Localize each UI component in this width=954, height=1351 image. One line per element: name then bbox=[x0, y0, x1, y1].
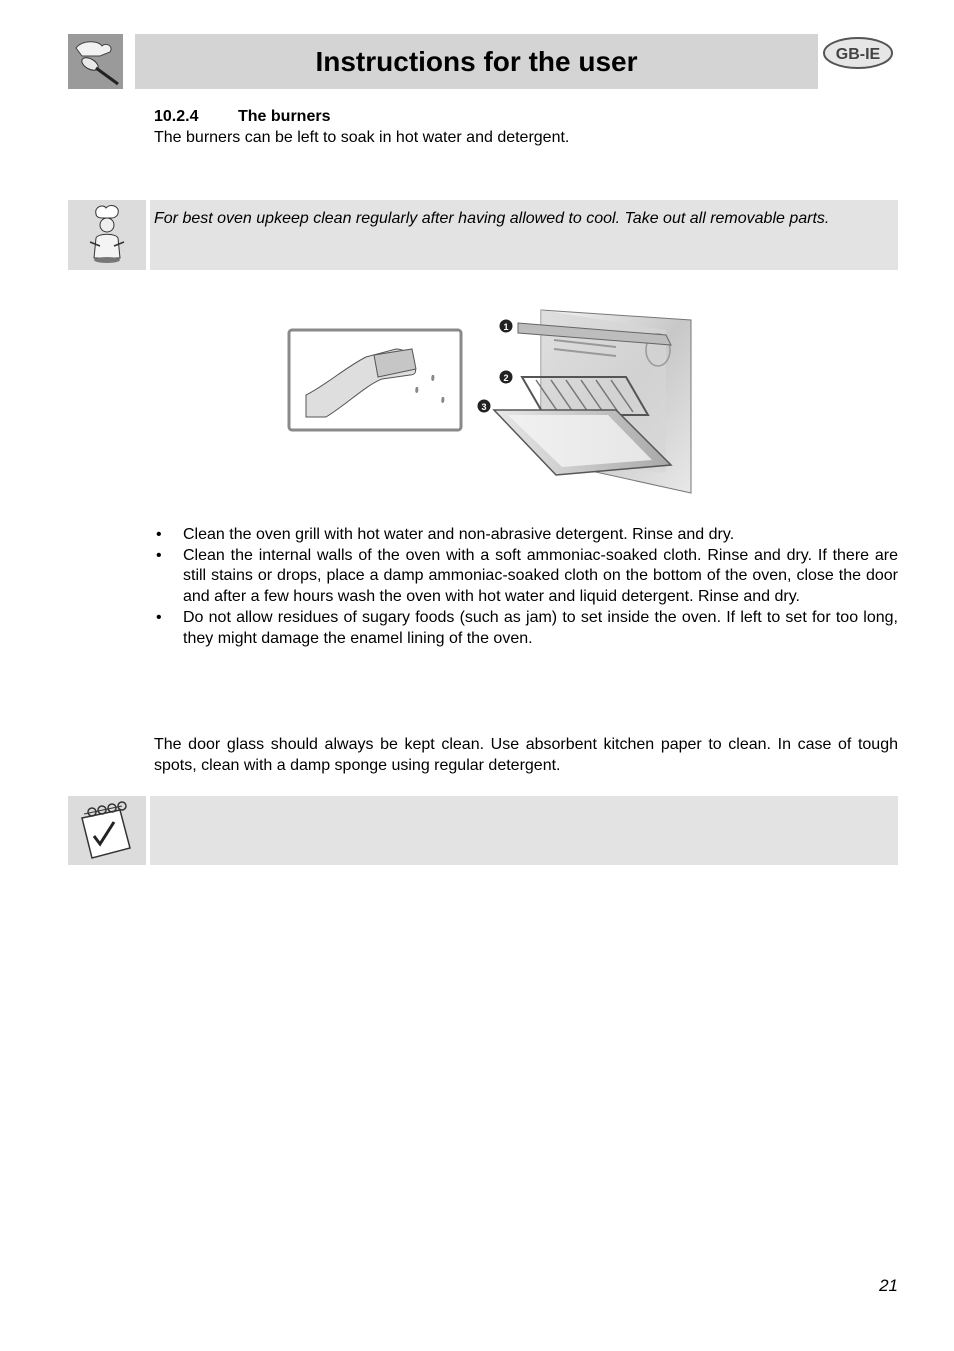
section-intro: The burners can be left to soak in hot water and detergent. bbox=[154, 129, 570, 146]
cleaning-illustration bbox=[286, 305, 696, 497]
svg-text:2: 2 bbox=[503, 373, 509, 383]
language-badge bbox=[822, 36, 894, 70]
chef-icon bbox=[68, 200, 146, 270]
bullet-symbol: • bbox=[156, 526, 162, 543]
chef-spoon-icon bbox=[68, 34, 123, 89]
door-glass-paragraph: The door glass should always be kept clean. Use absorbent kitchen paper to clean. In case of tough spots, clean with a damp sponge using regular detergent. bbox=[154, 736, 898, 774]
page-title: Instructions for the user bbox=[315, 45, 638, 77]
list-item-text: Do not allow residues of sugary foods (such as jam) to set inside the oven. If left to set for too long, they might damage the enamel lining of the oven. bbox=[183, 608, 898, 647]
header-logo bbox=[68, 34, 123, 89]
note-icon-box bbox=[68, 200, 146, 270]
list-item bbox=[154, 546, 898, 608]
header-bar bbox=[135, 34, 818, 89]
callout-2 bbox=[500, 371, 513, 384]
page-number: 21 bbox=[879, 1276, 898, 1295]
note-text: For best oven upkeep clean regularly after having allowed to cool. Take out all removable parts. bbox=[154, 210, 830, 227]
note-box bbox=[150, 200, 898, 270]
section-number: 10.2.4 bbox=[154, 108, 199, 125]
section-heading bbox=[154, 108, 330, 126]
list-item-text: Clean the oven grill with hot water and non-abrasive detergent. Rinse and dry. bbox=[183, 526, 735, 543]
list-item bbox=[154, 525, 898, 546]
callout-3 bbox=[478, 400, 491, 413]
section-title: The burners bbox=[238, 108, 331, 125]
hand-wiping-image bbox=[289, 330, 461, 430]
bullet-symbol: • bbox=[156, 546, 162, 564]
notepad-icon bbox=[68, 796, 146, 865]
bullet-symbol: • bbox=[156, 608, 162, 626]
list-item bbox=[154, 608, 898, 649]
svg-text:3: 3 bbox=[481, 402, 487, 412]
language-badge-label: GB-IE bbox=[835, 46, 881, 63]
cleaning-bullet-list bbox=[154, 525, 898, 649]
memo-icon-box bbox=[68, 796, 146, 865]
memo-box bbox=[150, 796, 898, 865]
list-item-text: Clean the internal walls of the oven with a soft ammoniac-soaked cloth. Rinse and dry. If there are still stains or drops, place a damp ammoniac-soaked cloth on the bottom of the oven, close the door and after a few hours wash the oven with hot water and liquid detergent. Rinse and dry. bbox=[183, 546, 898, 606]
callout-1 bbox=[500, 320, 513, 333]
svg-text:1: 1 bbox=[503, 322, 509, 332]
oven-cavity-image bbox=[494, 310, 691, 493]
